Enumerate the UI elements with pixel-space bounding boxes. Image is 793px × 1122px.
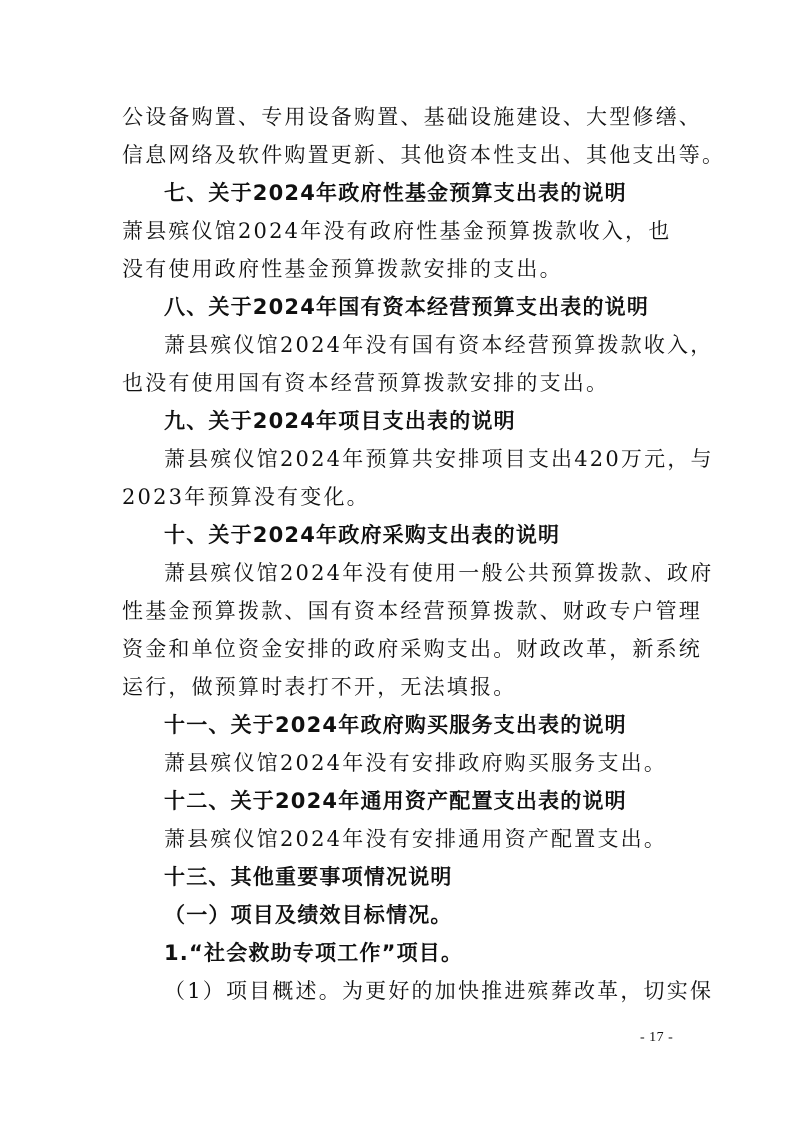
body-text-line: 没有使用政府性基金预算拨款安排的支出。 — [122, 257, 563, 281]
body-text-line: 资金和单位资金安排的政府采购支出。财政改革，新系统 — [122, 637, 702, 661]
section-heading: 九、关于2024年项目支出表的说明 — [164, 409, 516, 433]
body-text-line: 公设备购置、专用设备购置、基础设施建设、大型修缮、 — [122, 105, 702, 129]
body-text-line: 信息网络及软件购置更新、其他资本性支出、其他支出等。 — [122, 143, 726, 167]
section-heading: 八、关于2024年国有资本经营预算支出表的说明 — [164, 295, 650, 319]
section-heading: 十三、其他重要事项情况说明 — [164, 865, 453, 889]
section-heading: 十一、关于2024年政府购买服务支出表的说明 — [164, 713, 627, 737]
section-heading: 十二、关于2024年通用资产配置支出表的说明 — [164, 789, 627, 813]
body-text-line: 性基金预算拨款、国有资本经营预算拨款、财政专户管理 — [122, 599, 702, 623]
body-text-line: 萧县殡仪馆2024年没有政府性基金预算拨款收入，也 — [122, 219, 672, 243]
section-heading: 十、关于2024年政府采购支出表的说明 — [164, 523, 561, 547]
body-text-line: 运行，做预算时表打不开，无法填报。 — [122, 675, 517, 699]
section-heading: 七、关于2024年政府性基金预算支出表的说明 — [164, 181, 627, 205]
body-text-line: 萧县殡仪馆2024年没有国有资本经营预算拨款收入， — [164, 333, 714, 357]
body-text-line: 萧县殡仪馆2024年没有使用一般公共预算拨款、政府 — [164, 561, 714, 585]
body-text-line: 萧县殡仪馆2024年没有安排政府购买服务支出。 — [164, 751, 668, 775]
page-number: - 17 - — [640, 1030, 674, 1045]
item-heading: 1.“社会救助专项工作”项目。 — [164, 941, 464, 965]
body-text-line: 萧县殡仪馆2024年预算共安排项目支出420万元，与 — [164, 447, 714, 471]
subsection-heading: （一）项目及绩效目标情况。 — [164, 903, 453, 927]
body-text-line: 2023年预算没有变化。 — [122, 485, 370, 509]
body-text-line: 也没有使用国有资本经营预算拨款安排的支出。 — [122, 371, 610, 395]
body-text-line: （1）项目概述。为更好的加快推进殡葬改革，切实保 — [164, 979, 714, 1003]
body-text-line: 萧县殡仪馆2024年没有安排通用资产配置支出。 — [164, 827, 668, 851]
